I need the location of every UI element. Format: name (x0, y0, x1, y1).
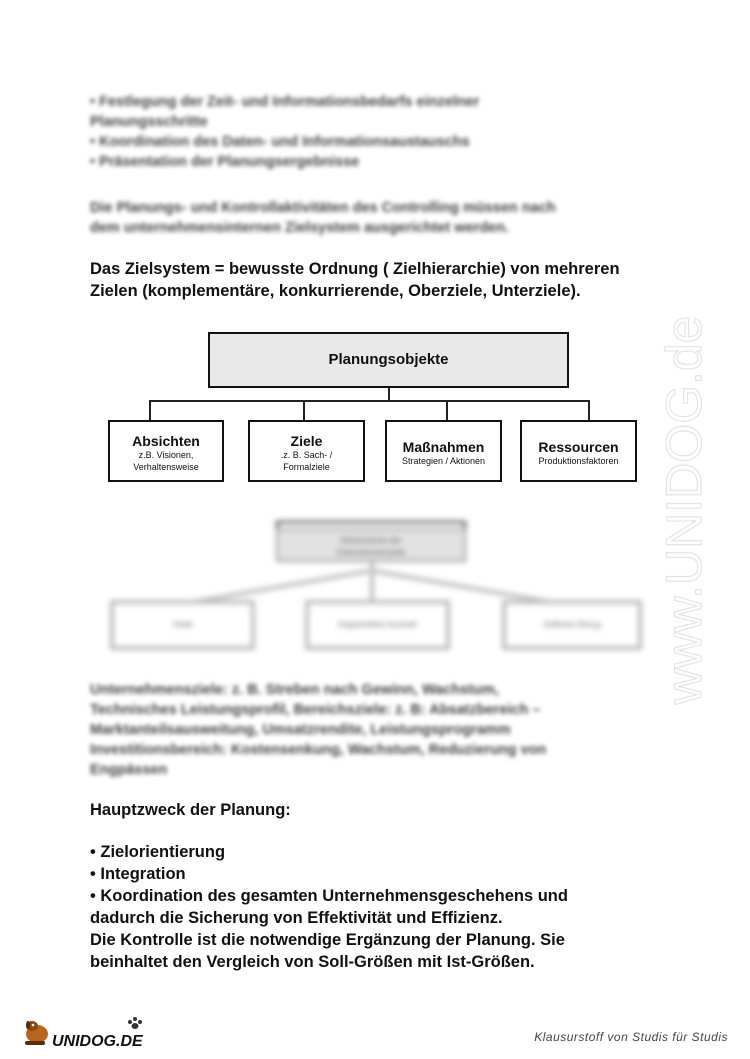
root-text: Unternehmensziele (336, 548, 406, 557)
zielsystem-line: Das Zielsystem = bewusste Ordnung ( Zielhierarchie) von mehreren (90, 260, 620, 278)
hauptzweck-line: • Koordination des gesamten Unternehmensgeschehens und (90, 887, 568, 905)
diagram2-root-box (276, 528, 466, 562)
blurred-line: Planungsschritte (90, 114, 208, 130)
child-text: Inhalt (172, 620, 193, 629)
connector-line (303, 400, 305, 420)
blurred-bullet-list (90, 92, 630, 172)
child-title: Maßnahmen (402, 439, 485, 455)
hauptzweck-line: • Integration (90, 865, 186, 883)
blurred-line: Investitionsbereich: Kostensenkung, Wachstum, Reduzierung von (90, 742, 547, 758)
unidog-logo (22, 1012, 150, 1052)
blurred-line: • Präsentation der Planungsergebnisse (90, 154, 360, 170)
child-sub: Verhaltensweise (133, 462, 199, 472)
root-text: Dimensionen der (340, 536, 402, 545)
connector-line (588, 400, 590, 420)
blurred-line: • Koordination des Daten- und Informationsaustauschs (90, 134, 470, 150)
diagram-child-box (385, 420, 502, 482)
diagram-root-box (208, 332, 569, 388)
blurred-line: Engpässen (90, 762, 168, 778)
connector-line (446, 400, 448, 420)
connector-line (276, 521, 466, 523)
blurred-line: dem unternehmensinternen Zielsystem ausgerichtet werden. (90, 220, 510, 236)
hauptzweck-line: beinhaltet den Vergleich von Soll-Größen mit Ist-Größen. (90, 953, 535, 971)
child-title: Ressourcen (538, 439, 619, 455)
child-title: Ziele (290, 433, 323, 449)
child-title: Absichten (132, 433, 200, 449)
diagram2-child-box (502, 600, 642, 650)
connector-line (149, 400, 151, 420)
hauptzweck-title: Hauptzweck der Planung: (90, 801, 291, 819)
child-text: Angestrebtes Ausmaß (338, 620, 417, 629)
blurred-paragraph (90, 680, 670, 780)
child-sub: .z. B. Sach- / (280, 450, 333, 460)
footer-text: Klausurstoff von Studis für Studis (534, 1030, 728, 1044)
diagram-child-box (108, 420, 224, 482)
diagram2-child-box (110, 600, 255, 650)
connector-line (149, 400, 590, 402)
blurred-line: • Festlegung der Zeit- und Informationsbedarfs einzelner (90, 94, 480, 110)
diagram2-child-box (305, 600, 450, 650)
blurred-line: Marktanteilsausweitung, Umsatzrendite, Leistungsprogramm (90, 722, 511, 738)
diagram-root-label: Planungsobjekte (328, 351, 449, 368)
blurred-line: Technisches Leistungsprofil, Bereichsziele: z. B: Absatzbereich – (90, 702, 541, 718)
diagram-child-box (248, 420, 365, 482)
hauptzweck-line: Die Kontrolle ist die notwendige Ergänzung der Planung. Sie (90, 931, 565, 949)
child-sub: z.B. Visionen, (138, 450, 194, 460)
zielsystem-line: Zielen (komplementäre, konkurrierende, Oberziele, Unterziele). (90, 282, 581, 300)
logo-text: UNIDOG.DE (52, 1033, 143, 1050)
watermark (648, 300, 728, 720)
zielsystem-paragraph (90, 258, 670, 302)
hauptzweck-line: • Zielorientierung (90, 843, 226, 861)
blurred-line: Die Planungs- und Kontrollaktivitäten des Controlling müssen nach (90, 200, 556, 216)
blurred-line: Unternehmensziele: z. B. Streben nach Gewinn, Wachstum, (90, 682, 499, 698)
hauptzweck-list (90, 841, 670, 973)
child-sub: Produktionsfaktoren (538, 456, 619, 466)
hauptzweck-line: dadurch die Sicherung von Effektivität und Effizienz. (90, 909, 503, 927)
blurred-paragraph (90, 198, 670, 238)
child-sub: Formalziele (283, 462, 330, 472)
watermark-text: www.UNIDOG.de (656, 315, 713, 705)
child-sub: Strategien / Aktionen (401, 456, 486, 466)
diagram-child-box (520, 420, 637, 482)
child-text: Zeitlicher Bezug (543, 620, 601, 629)
